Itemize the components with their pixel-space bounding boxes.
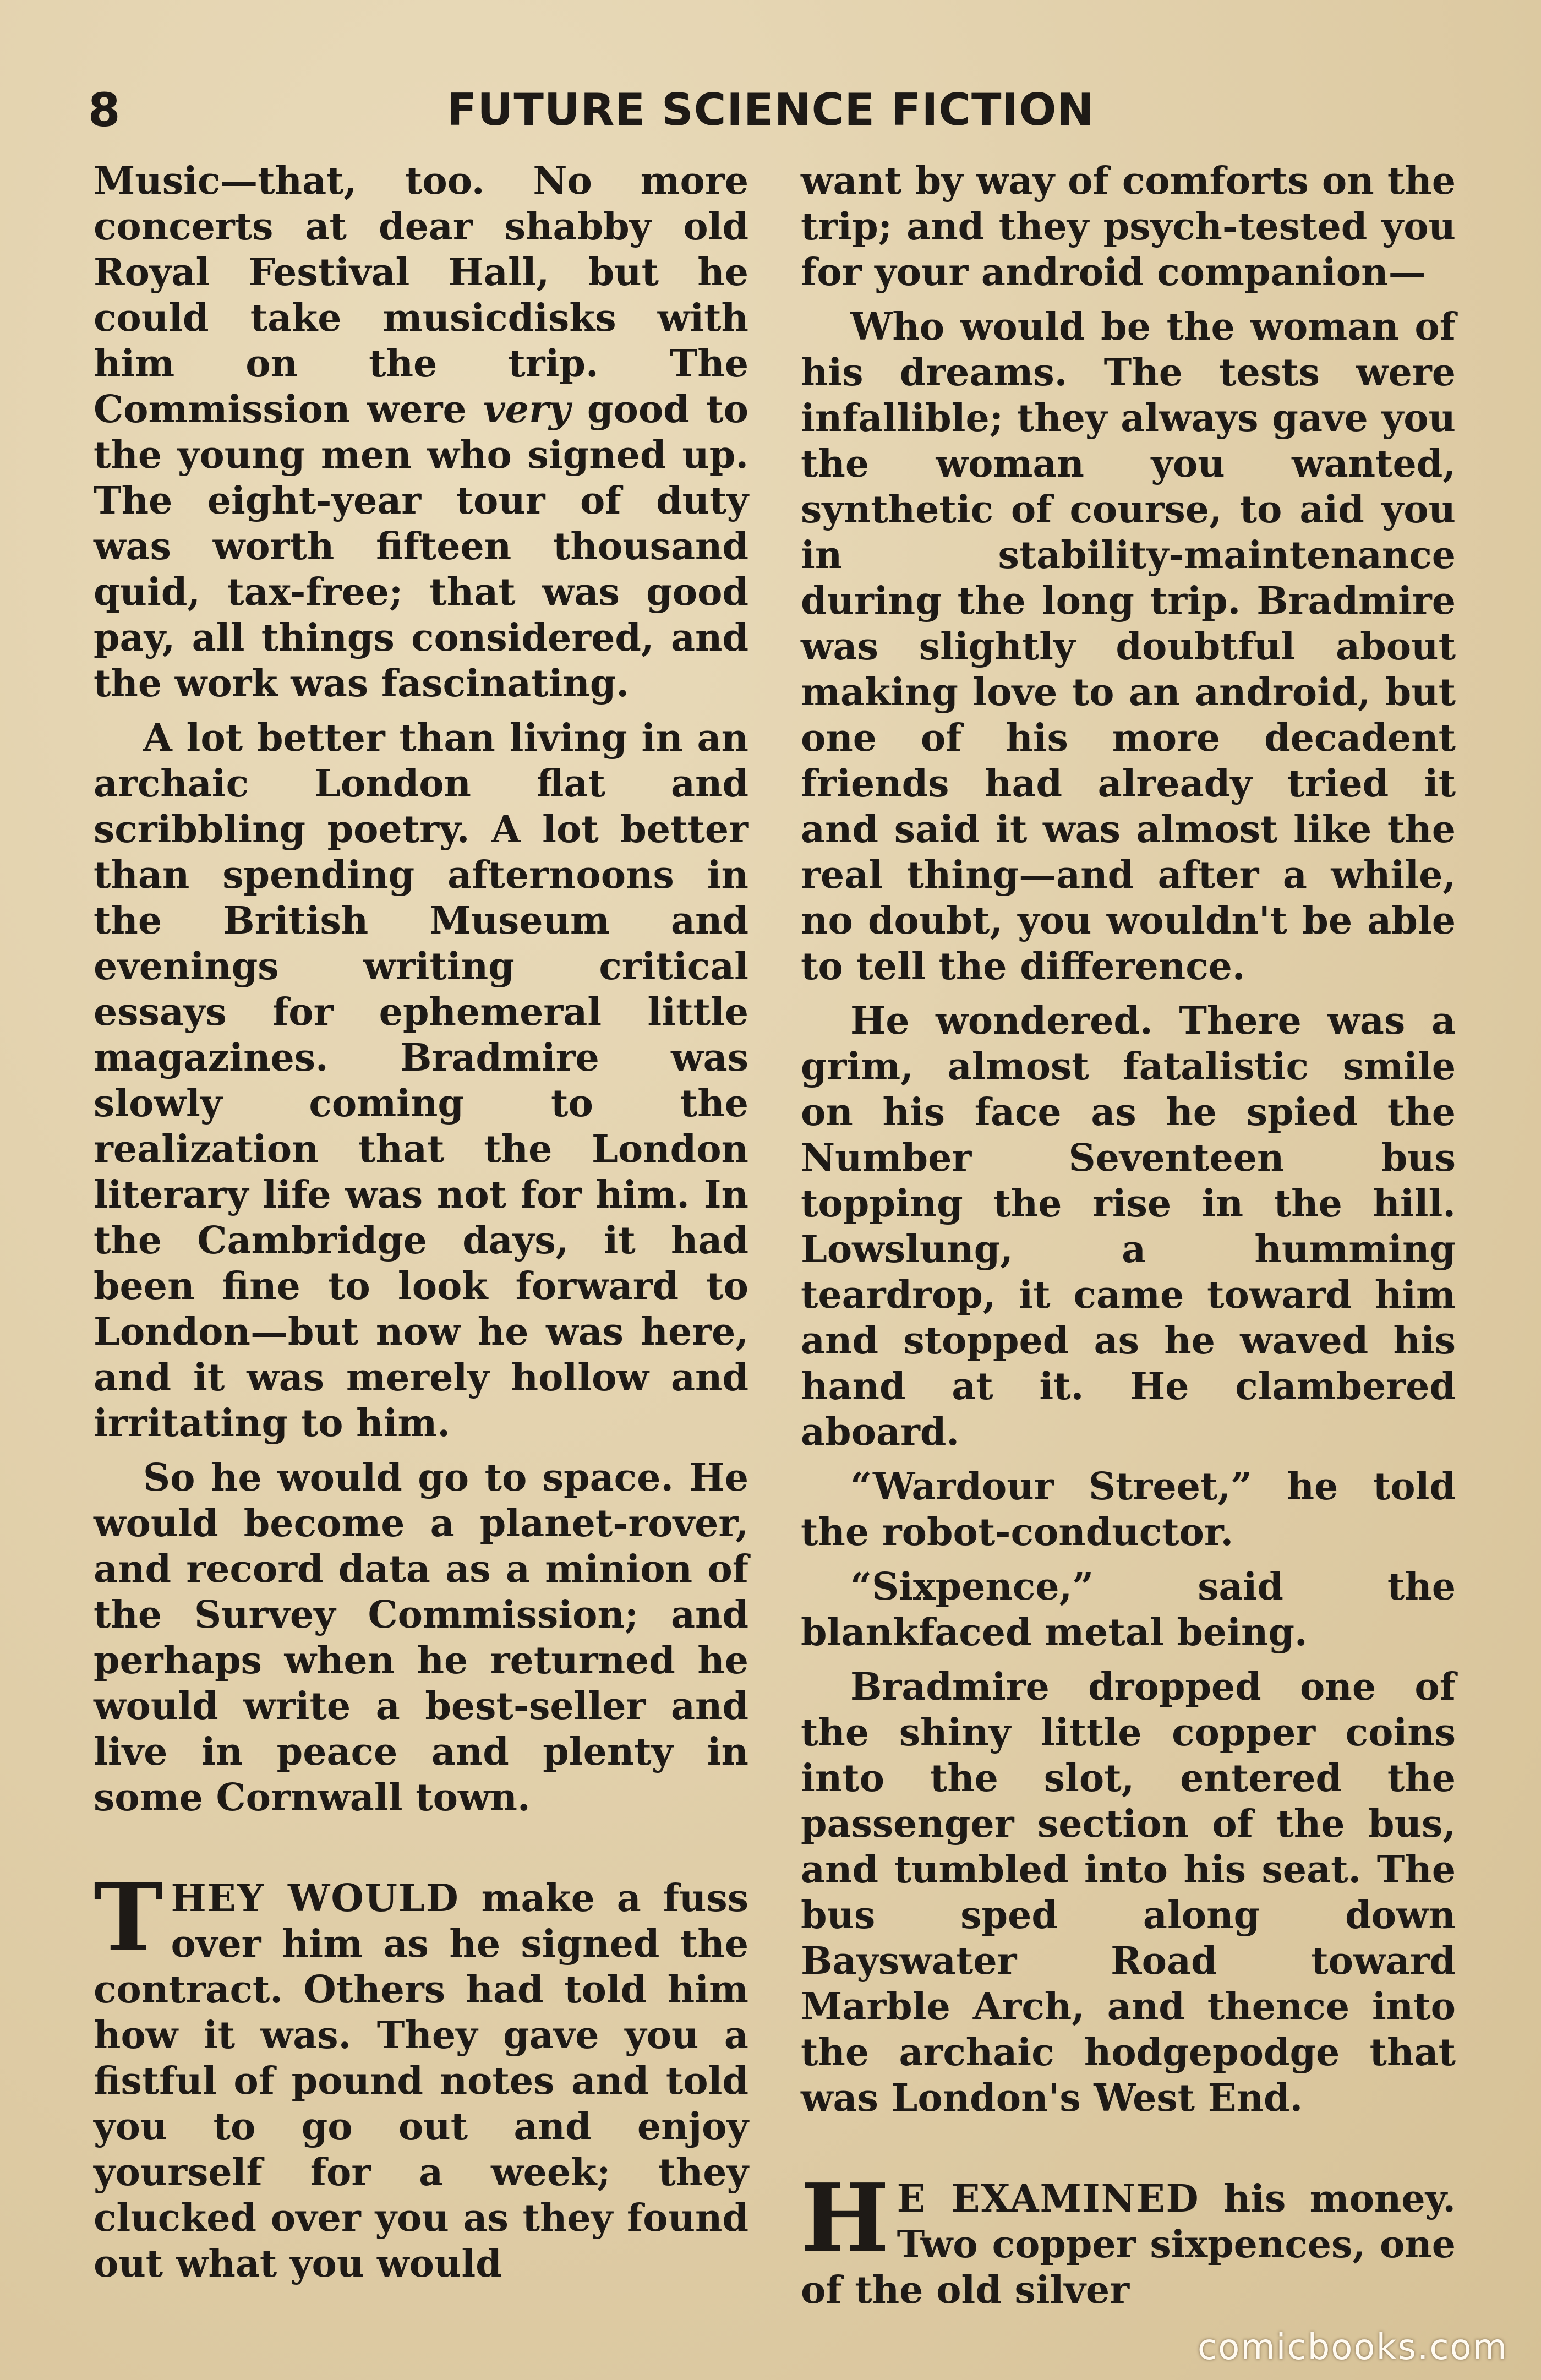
paragraph: “Wardour Street,” he told the robot-conductor.: [801, 1465, 1456, 1554]
paragraph: A lot better than living in an archaic London flat and scribbling poetry. A lot better than spending afternoons in the British Museum and evenings writing critical essays for ephemeral little magazines. Bradmire was slowly coming to the realization that the London literary life was not for him. In the Cambridge days, it had been fine to look forward to London—but now he was here, and it was merely hollow and irritating to him.: [94, 716, 748, 1445]
paragraph: “Sixpence,” said the blankfaced metal being.: [801, 1565, 1456, 1655]
lead-in-caps: HEY WOULD: [171, 1876, 460, 1920]
emphasis-text: very: [483, 387, 571, 432]
drop-cap: H: [801, 2163, 889, 2273]
lead-in-caps: E EXAMINED: [897, 2177, 1200, 2221]
paragraph-text: good to the young men who signed up. The eight-year tour of duty was worth fifteen thousand quid, tax-free; that was good pay, all things considered, and the work was fascinating.: [94, 387, 748, 706]
paragraph: want by way of comforts on the trip; and they psych-tested you for your android companion—: [801, 159, 1456, 294]
paragraph-text: Music—that, too. No more concerts at dear shabby old Royal Festival Hall, but he could take musicdisks with him on the trip. The Commission were: [94, 159, 748, 432]
drop-cap: T: [94, 1863, 163, 1973]
right-column: [801, 159, 1456, 2322]
page-number: 8: [88, 83, 121, 137]
paragraph-text: make a fuss over him as he signed the contract. Others had told him how it was. They gave you a fistful of pound notes and told you to go out and enjoy yourself for a week; they clucked over you as they found out what you would: [94, 1876, 748, 2286]
paragraph: He wondered. There was a grim, almost fatalistic smile on his face as he spied the Number Seventeen bus topping the rise in the hill. Lowslung, a humming teardrop, it came toward him and stopped as he waved his hand at it. He clambered aboard.: [801, 999, 1456, 1454]
paragraph: [94, 159, 748, 707]
left-column: [94, 159, 748, 2296]
source-watermark: comicbooks.com: [1197, 2327, 1508, 2368]
page-header: [88, 83, 1453, 143]
paragraph: So he would go to space. He would become a planet-rover, and record data as a minion of the Survey Commission; and perhaps when he returned he would write a best-seller and live in peace and plenty in some Cornwall town.: [94, 1456, 748, 1820]
section-opening-paragraph: [94, 1863, 748, 2287]
paragraph: Bradmire dropped one of the shiny little copper coins into the slot, entered the passenger section of the bus, and tumbled into his seat. The bus sped along down Bayswater Road toward Marble Arch, and thence into the archaic hodgepodge that was London's West End.: [801, 1665, 1456, 2120]
paragraph-text: his money. Two copper sixpences, one of the old silver: [801, 2177, 1456, 2312]
paragraph: Who would be the woman of his dreams. The tests were infallible; they always gave you the woman you wanted, synthetic of course, to aid you in stability-maintenance during the long trip. Bradmire was slightly doubtful about making love to an android, but one of his more decadent friends had already tried it and said it was almost like the real thing—and after a while, no doubt, you wouldn't be able to tell the difference.: [801, 305, 1456, 989]
section-opening-paragraph: [801, 2163, 1456, 2313]
running-head-title: FUTURE SCIENCE FICTION: [446, 84, 1095, 135]
